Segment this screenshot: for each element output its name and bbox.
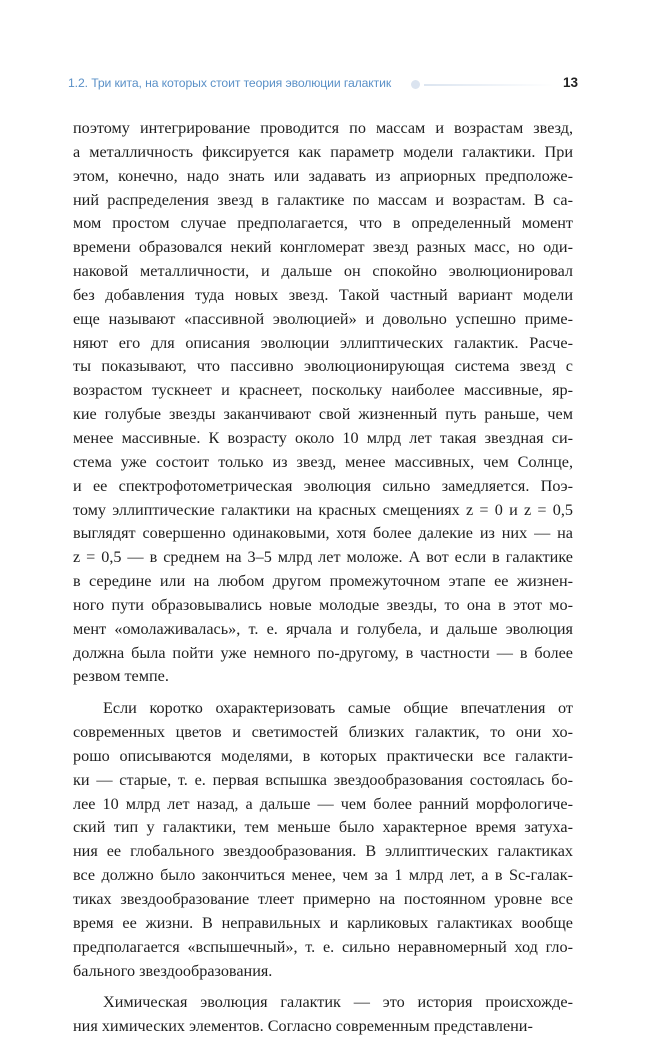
text-line: тиках звездообразование тлеет примерно на постоянном уровне все bbox=[73, 890, 573, 908]
text-line: Если коротко охарактеризовать самые общие впечатления от bbox=[103, 699, 573, 718]
text-line: возрастом тускнеет и краснеет, поскольку наиболее массивные, яр- bbox=[73, 381, 573, 400]
paragraph-spacer bbox=[73, 983, 573, 991]
paragraph bbox=[73, 117, 573, 689]
decorative-rule bbox=[424, 84, 554, 86]
running-head bbox=[68, 76, 578, 96]
body-text bbox=[73, 117, 573, 1039]
text-line: z = 0,5 — в среднем на 3–5 млрд лет моложе. А вот если в галактике bbox=[73, 548, 573, 567]
text-line: мом простом случае предполагается, что в определенный момент bbox=[73, 214, 573, 233]
text-line: выглядят совершенно одинаковыми, хотя более далекие из них — на bbox=[73, 524, 573, 543]
paragraph bbox=[73, 991, 573, 1039]
text-line: времени образовался некий конгломерат звезд разных масс, но оди- bbox=[73, 238, 573, 257]
text-line: все должно было закончиться менее, чем за 1 млрд лет, а в Sc-галак- bbox=[73, 866, 573, 885]
text-line: еще называют «пассивной эволюцией» и довольно успешно приме- bbox=[73, 309, 573, 328]
text-line: должна была пойти уже немного по-другому, в частности — в более bbox=[73, 643, 573, 662]
text-line: а металличность фиксируется как параметр модели галактики. При bbox=[73, 142, 573, 161]
text-line: бального звездообразования. bbox=[73, 961, 273, 980]
text-line: резвом темпе. bbox=[73, 667, 169, 686]
decorative-dot bbox=[411, 80, 420, 89]
paragraph-spacer bbox=[73, 689, 573, 697]
text-line: ний распределения звезд в галактике по массам и возрастам. В са- bbox=[73, 190, 573, 209]
text-line: Химическая эволюция галактик — это история происхожде- bbox=[103, 993, 573, 1012]
running-title: 1.2. Три кита, на которых стоит теория эволюции галактик bbox=[68, 76, 392, 90]
text-line: поэтому интегрирование проводится по массам и возрастам звезд, bbox=[73, 119, 573, 137]
text-line: и ее спектрофотометрическая эволюция сильно замедляется. Поэ- bbox=[73, 476, 573, 495]
text-line: ного пути образовывались новые молодые звезды, то она в этот мо- bbox=[73, 595, 573, 614]
text-line: тому эллиптические галактики на красных смещениях z = 0 и z = 0,5 bbox=[73, 500, 573, 519]
text-line: ния химических элементов. Согласно современным представлени- bbox=[73, 1017, 533, 1036]
text-line: стема уже состоит только из звезд, менее массивных, чем Солнце, bbox=[73, 452, 573, 471]
text-line: менее массивные. К возрасту около 10 млрд лет такая звездная си- bbox=[73, 428, 573, 447]
text-line: наковой металличности, и дальше он спокойно эволюционировал bbox=[73, 262, 573, 281]
text-line: мент «омолаживалась», т. е. ярчала и голубела, и дальше эволюция bbox=[73, 619, 573, 638]
text-line: ки — старые, т. е. первая вспышка звездообразования состоялась бо- bbox=[73, 770, 573, 789]
text-line: предполагается «вспышечный», т. е. сильно неравномерный ход гло- bbox=[73, 937, 573, 956]
text-line: лее 10 млрд лет назад, а дальше — чем более ранний морфологиче- bbox=[73, 794, 573, 813]
text-line: без добавления туда новых звезд. Такой частный вариант модели bbox=[73, 285, 573, 304]
text-line: ский тип у галактики, тем меньше было характерное время затуха- bbox=[73, 818, 573, 837]
text-line: современных цветов и светимостей близких галактик, то они хо- bbox=[73, 723, 573, 742]
text-line: ты показывают, что пассивно эволюционирующая система звезд с bbox=[73, 357, 573, 376]
text-line: этом, конечно, надо знать или задавать из априорных предположе- bbox=[73, 166, 573, 185]
text-line: ния ее глобального звездообразования. В эллиптических галактиках bbox=[73, 842, 573, 861]
text-line: рошо описываются моделями, в которых практически все галакти- bbox=[73, 746, 573, 765]
text-line: няют его для описания эволюции эллиптических галактик. Расче- bbox=[73, 333, 573, 352]
text-line: в середине или на любом другом промежуточном этапе ее жизнен- bbox=[73, 572, 573, 591]
paragraph bbox=[73, 697, 573, 983]
text-line: кие голубые звезды заканчивают свой жизненный путь раньше, чем bbox=[73, 405, 573, 424]
text-line: время ее жизни. В неправильных и карликовых галактиках вообще bbox=[73, 913, 573, 932]
page-number: 13 bbox=[562, 75, 578, 90]
